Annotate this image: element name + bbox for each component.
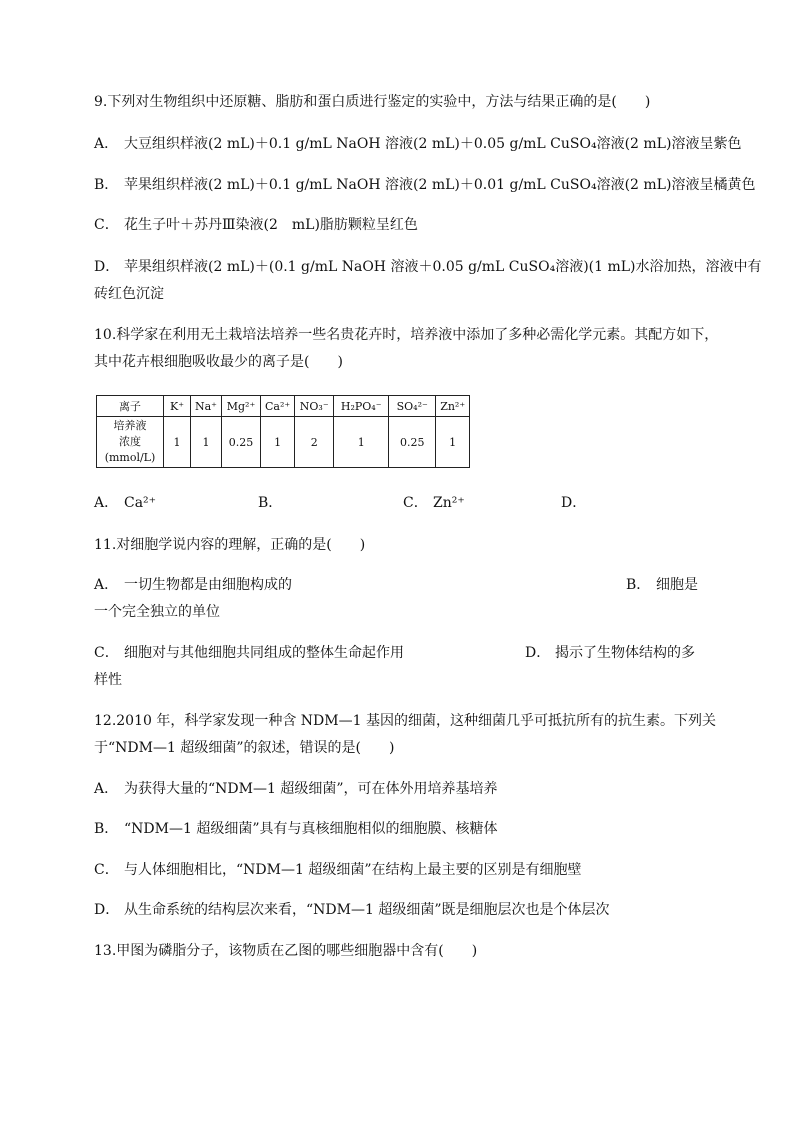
question-13-stem: 13.甲图为磷脂分子，该物质在乙图的哪些细胞器中含有( ) xyxy=(94,943,478,959)
question-9-option-a xyxy=(94,134,741,154)
table-cell-ion: Na⁺ xyxy=(191,396,222,417)
option-text: 与人体细胞相比，“NDM—1 超级细菌”在结构上最主要的区别是有细胞壁 xyxy=(124,862,582,878)
question-12-stem-line-1: 12.2010 年，科学家发现一种含 NDM—1 基因的细菌，这种细菌几乎可抵抗所有的抗生素。下列关 xyxy=(94,713,716,729)
table-cell-ion: Mg²⁺ xyxy=(222,396,261,417)
table-cell-value: 1 xyxy=(164,417,191,468)
option-label: A． xyxy=(94,495,119,511)
table-cell-value: 1 xyxy=(191,417,222,468)
option-text: 细胞是 xyxy=(656,577,698,593)
option-label: D． xyxy=(525,645,551,661)
table-cell-ion: H₂PO₄⁻ xyxy=(334,396,389,417)
question-11-option-b-continued: 一个完全独立的单位 xyxy=(94,604,220,620)
table-cell-value: 2 xyxy=(295,417,334,468)
option-text: 苹果组织样液(2 mL)＋0.1 g/mL NaOH 溶液(2 mL)＋0.01 g/mL CuSO₄溶液(2 mL)溶液呈橘黄色 xyxy=(124,177,756,193)
question-11-stem: 11.对细胞学说内容的理解，正确的是( ) xyxy=(94,537,366,553)
table-row-concentration xyxy=(97,417,470,468)
option-label: A． xyxy=(94,577,119,593)
table-cell-value: 1 xyxy=(436,417,470,468)
table-header-line: (mmol/L) xyxy=(104,451,156,464)
question-11-option-c xyxy=(94,643,404,663)
option-text: 大豆组织样液(2 mL)＋0.1 g/mL NaOH 溶液(2 mL)＋0.05 g/mL CuSO₄溶液(2 mL)溶液呈紫色 xyxy=(124,136,742,152)
question-12-option-a xyxy=(94,779,497,799)
option-text: 揭示了生物体结构的多 xyxy=(555,645,695,661)
question-12-option-c xyxy=(94,860,581,880)
option-label: A． xyxy=(94,781,119,797)
question-12-stem-line-2: 于“NDM—1 超级细菌”的叙述，错误的是( ) xyxy=(94,740,395,756)
table-cell-ion: SO₄²⁻ xyxy=(389,396,436,417)
option-text: 细胞对与其他细胞共同组成的整体生命起作用 xyxy=(124,645,404,661)
option-label: A． xyxy=(94,136,119,152)
option-text: 一切生物都是由细胞构成的 xyxy=(124,577,292,593)
option-text: 苹果组织样液(2 mL)＋(0.1 g/mL NaOH 溶液＋0.05 g/mL CuSO₄溶液)(1 mL)水浴加热，溶液中有 xyxy=(124,259,762,275)
option-text: 为获得大量的“NDM—1 超级细菌”，可在体外用培养基培养 xyxy=(124,781,498,797)
table-header-ion: 离子 xyxy=(97,396,164,417)
question-10-option-a xyxy=(94,493,156,513)
option-label: C． xyxy=(403,495,428,511)
ion-concentration-table xyxy=(96,395,470,468)
question-10-option-d xyxy=(561,493,586,513)
question-10-option-c xyxy=(403,493,465,513)
table-cell-value: 0.25 xyxy=(389,417,436,468)
question-12-option-d xyxy=(94,900,609,920)
option-label: D． xyxy=(561,495,587,511)
question-10-stem-line-1: 10.科学家在利用无土栽培法培养一些名贵花卉时，培养液中添加了多种必需化学元素。其配方如下， xyxy=(94,327,719,343)
table-row-ions xyxy=(97,396,470,417)
table-cell-value: 1 xyxy=(334,417,389,468)
option-label: B． xyxy=(94,821,119,837)
table-header-line: 培养液 xyxy=(113,419,147,432)
table-cell-value: 1 xyxy=(261,417,295,468)
option-text: Ca²⁺ xyxy=(124,495,157,511)
question-10-option-b xyxy=(258,493,282,513)
question-11-option-d-continued: 样性 xyxy=(94,672,122,688)
question-9-option-d-continued: 砖红色沉淀 xyxy=(94,286,164,302)
question-11-option-b xyxy=(626,575,698,595)
option-text: “NDM—1 超级细菌”具有与真核细胞相似的细胞膜、核糖体 xyxy=(124,821,498,837)
option-label: B． xyxy=(94,177,119,193)
option-label: D． xyxy=(94,902,120,918)
table-header-line: 浓度 xyxy=(119,435,141,448)
option-label: B． xyxy=(626,577,651,593)
table-cell-value: 0.25 xyxy=(222,417,261,468)
table-header-concentration xyxy=(97,417,164,468)
option-label: C． xyxy=(94,645,119,661)
option-text: 花生子叶＋苏丹Ⅲ染液(2 mL)脂肪颗粒呈红色 xyxy=(124,217,418,233)
option-label: C． xyxy=(94,862,119,878)
question-9-option-d xyxy=(94,257,762,277)
question-10-stem-line-2: 其中花卉根细胞吸收最少的离子是( ) xyxy=(94,354,343,370)
question-11-option-d xyxy=(525,643,695,663)
table-cell-ion: NO₃⁻ xyxy=(295,396,334,417)
option-label: D． xyxy=(94,259,120,275)
question-11-option-a xyxy=(94,575,292,595)
option-label: C． xyxy=(94,217,119,233)
table-cell-ion: K⁺ xyxy=(164,396,191,417)
question-9-option-b xyxy=(94,175,755,195)
option-text: 从生命系统的结构层次来看，“NDM—1 超级细菌”既是细胞层次也是个体层次 xyxy=(124,902,610,918)
table-cell-ion: Ca²⁺ xyxy=(261,396,295,417)
option-text: Zn²⁺ xyxy=(433,495,465,511)
option-label: B． xyxy=(258,495,283,511)
table-cell-ion: Zn²⁺ xyxy=(436,396,470,417)
question-12-option-b xyxy=(94,819,497,839)
question-9-option-c xyxy=(94,215,418,235)
question-9-stem: 9.下列对生物组织中还原糖、脂肪和蛋白质进行鉴定的实验中，方法与结果正确的是( ) xyxy=(94,94,651,110)
